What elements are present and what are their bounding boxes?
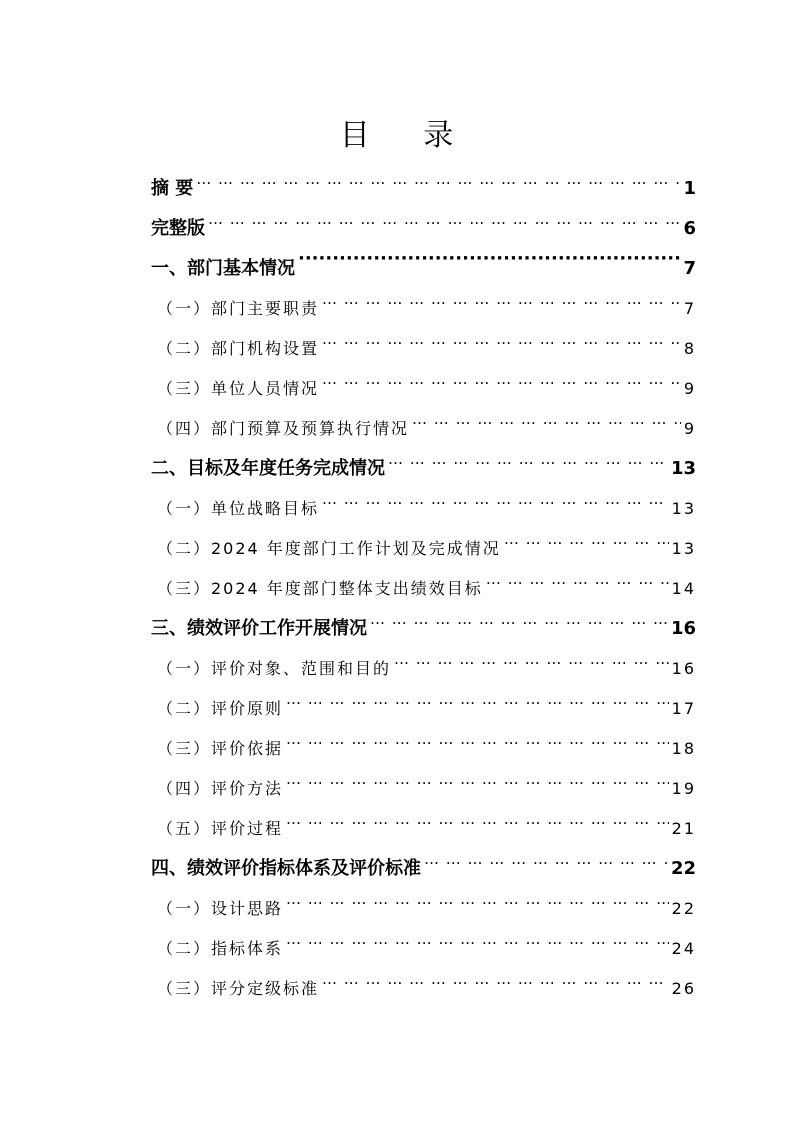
- toc-entry[interactable]: [157, 564, 696, 598]
- toc-entry-page: 22: [670, 858, 696, 879]
- toc-entry[interactable]: [157, 284, 696, 318]
- toc-leader: [412, 404, 681, 434]
- toc-entry[interactable]: [157, 644, 696, 678]
- toc-entry[interactable]: [151, 164, 696, 199]
- toc-entry-label: （二）部门机构设置: [157, 339, 320, 358]
- toc-entry-page: 6: [683, 218, 696, 239]
- toc-entry[interactable]: [151, 204, 696, 239]
- toc-entry[interactable]: [151, 444, 696, 479]
- toc-leader: [486, 564, 669, 594]
- toc-entry-label: 一、部门基本情况: [151, 258, 295, 279]
- toc-entry-label: （二）评价原则: [157, 699, 284, 718]
- toc-entry-label: （三）2024 年度部门整体支出绩效目标: [157, 579, 483, 598]
- toc-leader: [322, 284, 681, 314]
- toc-entry-page: 7: [683, 299, 696, 318]
- toc-entry-label: 三、绩效评价工作开展情况: [151, 618, 367, 639]
- toc-leader: [424, 844, 668, 874]
- toc-entry-label: 完整版: [151, 218, 205, 239]
- toc-entry[interactable]: [157, 924, 696, 958]
- toc-entry-label: （四）评价方法: [157, 779, 284, 798]
- page-title: 目 录: [339, 118, 476, 153]
- toc-entry-label: （一）单位战略目标: [157, 499, 320, 518]
- toc-entry[interactable]: [157, 724, 696, 758]
- toc-entry-label: 四、绩效评价指标体系及评价标准: [151, 858, 421, 879]
- toc-leader: [394, 644, 669, 674]
- toc-entry-label: （四）部门预算及预算执行情况: [157, 419, 410, 438]
- toc-leader: [286, 804, 669, 834]
- toc-entry-page: 13: [670, 458, 696, 479]
- toc-entry[interactable]: [157, 764, 696, 798]
- toc-entry-label: （一）评价对象、范围和目的: [157, 659, 392, 678]
- toc-entry[interactable]: [157, 404, 696, 438]
- toc-leader: [388, 444, 668, 474]
- toc-leader: [504, 524, 669, 554]
- toc-entry-page: 19: [671, 779, 696, 798]
- toc-entry-label: （三）评价依据: [157, 739, 284, 758]
- toc-leader: [196, 164, 680, 194]
- toc-entry-page: 8: [683, 339, 696, 358]
- toc-entry-label: （二）2024 年度部门工作计划及完成情况: [157, 539, 501, 558]
- toc-entry-label: （三）单位人员情况: [157, 379, 320, 398]
- toc-leader: [286, 884, 669, 914]
- toc-leader: [322, 364, 681, 394]
- toc-entry-label: （一）设计思路: [157, 899, 284, 918]
- toc-leader: [322, 484, 669, 514]
- toc-leader: [370, 604, 668, 634]
- toc-leader: [208, 204, 680, 234]
- toc-entry-page: 9: [683, 419, 696, 438]
- toc-entry[interactable]: [157, 324, 696, 358]
- toc-entry-page: 9: [683, 379, 696, 398]
- toc-entry[interactable]: [157, 884, 696, 918]
- toc-entry-label: （五）评价过程: [157, 819, 284, 838]
- toc-entry[interactable]: [151, 844, 696, 879]
- toc-entry[interactable]: [157, 524, 696, 558]
- toc-leader: [322, 324, 681, 354]
- toc-entry-page: 7: [683, 258, 696, 279]
- toc-leader: [286, 764, 669, 794]
- toc-entry[interactable]: [151, 604, 696, 639]
- toc-leader: [286, 924, 669, 954]
- toc-leader: [286, 724, 669, 754]
- toc-leader: [322, 964, 669, 994]
- toc-entry-page: 14: [671, 579, 696, 598]
- toc-entry-page: 21: [671, 819, 696, 838]
- toc-entry[interactable]: [157, 684, 696, 718]
- toc-entry[interactable]: [157, 484, 696, 518]
- toc-entry-page: 13: [671, 539, 696, 558]
- toc-entry-label: （二）指标体系: [157, 939, 284, 958]
- toc-entry-page: 24: [671, 939, 696, 958]
- toc-leader: [298, 244, 680, 274]
- toc-entry-label: （三）评分定级标准: [157, 979, 320, 998]
- toc-entry[interactable]: [157, 964, 696, 998]
- toc-leader: [286, 684, 669, 714]
- toc-entry-label: 二、目标及年度任务完成情况: [151, 458, 385, 479]
- toc-entry-page: 17: [671, 699, 696, 718]
- toc-entry[interactable]: [157, 364, 696, 398]
- toc-entry-page: 16: [670, 618, 696, 639]
- toc-entry-page: 13: [671, 499, 696, 518]
- toc-entry-page: 18: [671, 739, 696, 758]
- toc-entry-label: 摘 要: [151, 178, 194, 199]
- toc-entry-page: 26: [671, 979, 696, 998]
- toc-entry-page: 16: [671, 659, 696, 678]
- toc-entry[interactable]: [157, 804, 696, 838]
- toc-entry-page: 22: [671, 899, 696, 918]
- toc-entry-page: 1: [683, 178, 696, 199]
- toc-entry[interactable]: [151, 244, 696, 279]
- toc-entry-label: （一）部门主要职责: [157, 299, 320, 318]
